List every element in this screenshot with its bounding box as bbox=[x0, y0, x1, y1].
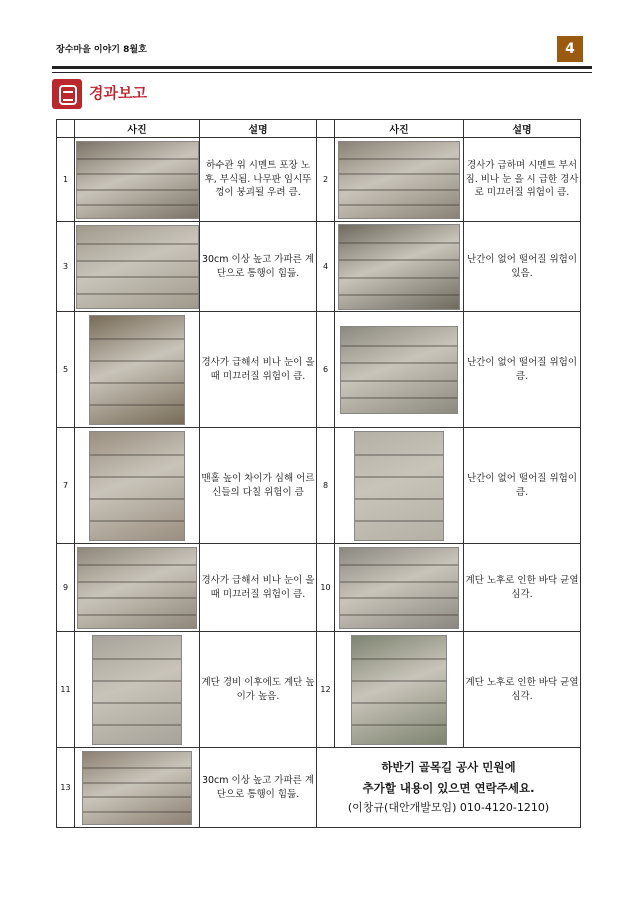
table-row bbox=[57, 748, 581, 828]
photo-texture bbox=[90, 360, 184, 362]
photo-cell bbox=[335, 544, 464, 632]
site-photo bbox=[76, 141, 199, 219]
photo-texture bbox=[93, 680, 181, 682]
photo-cell bbox=[335, 632, 464, 748]
photo-cell bbox=[75, 632, 200, 748]
description-cell: 경사가 급해서 비나 눈이 올 때 미끄러질 위험이 큼. bbox=[200, 544, 317, 632]
photo-texture bbox=[339, 242, 459, 244]
photo-texture bbox=[339, 277, 459, 279]
header-rule-thin bbox=[52, 72, 592, 73]
photo-texture bbox=[83, 767, 191, 769]
site-photo bbox=[89, 431, 185, 541]
row-number: 8 bbox=[317, 428, 335, 544]
table-row bbox=[57, 222, 581, 312]
row-number: 10 bbox=[317, 544, 335, 632]
site-photo bbox=[77, 547, 197, 629]
row-number: 6 bbox=[317, 312, 335, 428]
photo-texture bbox=[90, 382, 184, 384]
photo-texture bbox=[90, 498, 184, 500]
description-cell: 경사가 급해서 비나 눈이 올 때 미끄러질 위험이 큼. bbox=[200, 312, 317, 428]
column-header-photo: 사진 bbox=[75, 120, 200, 138]
column-header-description: 설명 bbox=[464, 120, 581, 138]
description-cell: 계단 노후로 인한 바닥 균열 심각. bbox=[464, 632, 581, 748]
photo-texture bbox=[341, 345, 457, 347]
photo-texture bbox=[90, 476, 184, 478]
photo-texture bbox=[77, 260, 198, 262]
site-photo bbox=[82, 751, 192, 825]
photo-texture bbox=[77, 173, 198, 175]
photo-texture bbox=[355, 476, 443, 478]
photo-texture bbox=[78, 564, 196, 566]
photo-texture bbox=[77, 276, 198, 278]
photo-texture bbox=[339, 259, 459, 261]
photo-cell bbox=[335, 312, 464, 428]
photo-texture bbox=[93, 658, 181, 660]
photo-texture bbox=[90, 404, 184, 406]
photo-texture bbox=[77, 293, 198, 295]
site-photo bbox=[76, 225, 199, 309]
photo-texture bbox=[83, 796, 191, 798]
photo-texture bbox=[355, 454, 443, 456]
column-header-photo: 사진 bbox=[335, 120, 464, 138]
row-number: 2 bbox=[317, 138, 335, 222]
site-photo bbox=[351, 635, 447, 745]
photo-texture bbox=[77, 204, 198, 206]
progress-report-table bbox=[56, 119, 581, 828]
photo-texture bbox=[83, 782, 191, 784]
site-photo bbox=[338, 141, 460, 219]
photo-texture bbox=[93, 724, 181, 726]
photo-cell bbox=[75, 544, 200, 632]
photo-texture bbox=[352, 658, 446, 660]
header-spacer bbox=[317, 120, 335, 138]
description-cell: 30cm 이상 높고 가파른 계단으로 통행이 힘듦. bbox=[200, 222, 317, 312]
table-row bbox=[57, 428, 581, 544]
row-number: 12 bbox=[317, 632, 335, 748]
description-cell: 경사가 급하며 시멘트 부서짐. 비나 눈 올 시 급한 경사로 미끄러질 위험이 큼. bbox=[464, 138, 581, 222]
photo-texture bbox=[341, 397, 457, 399]
photo-texture bbox=[340, 614, 458, 616]
photo-cell bbox=[75, 748, 200, 828]
photo-texture bbox=[355, 520, 443, 522]
table-row bbox=[57, 312, 581, 428]
photo-texture bbox=[340, 581, 458, 583]
photo-cell bbox=[335, 428, 464, 544]
photo-cell bbox=[75, 312, 200, 428]
photo-texture bbox=[339, 173, 459, 175]
photo-texture bbox=[340, 597, 458, 599]
row-number: 11 bbox=[57, 632, 75, 748]
description-cell: 난간이 없어 떨어질 위험이 있음. bbox=[464, 222, 581, 312]
description-cell: 난간이 없어 떨어질 위험이 큼. bbox=[464, 312, 581, 428]
photo-texture bbox=[341, 362, 457, 364]
section-title: 경과보고 bbox=[89, 84, 147, 102]
row-number: 1 bbox=[57, 138, 75, 222]
page-number-badge: 4 bbox=[557, 36, 583, 62]
header-rule-thick bbox=[52, 66, 592, 69]
site-photo bbox=[89, 315, 185, 425]
row-number: 13 bbox=[57, 748, 75, 828]
photo-cell bbox=[75, 428, 200, 544]
photo-texture bbox=[90, 338, 184, 340]
photo-texture bbox=[83, 811, 191, 813]
description-cell: 맨홀 높이 차이가 심해 어르신들의 다칠 위험이 큼 bbox=[200, 428, 317, 544]
photo-texture bbox=[77, 189, 198, 191]
description-cell: 30cm 이상 높고 가파른 계단으로 통행이 힘듦. bbox=[200, 748, 317, 828]
table-header-row bbox=[57, 120, 581, 138]
table-row bbox=[57, 632, 581, 748]
notice-contact: (이창규(대안개발모임) 010-4120-1210) bbox=[347, 801, 550, 815]
photo-texture bbox=[339, 189, 459, 191]
row-number: 9 bbox=[57, 544, 75, 632]
photo-texture bbox=[90, 454, 184, 456]
contact-notice bbox=[317, 748, 581, 828]
column-header-description: 설명 bbox=[200, 120, 317, 138]
photo-texture bbox=[339, 204, 459, 206]
site-photo bbox=[339, 547, 459, 629]
photo-texture bbox=[339, 158, 459, 160]
notice-line-2: 추가할 내용이 있으면 연락주세요. bbox=[362, 780, 535, 795]
site-photo bbox=[340, 326, 458, 414]
report-icon bbox=[52, 79, 82, 109]
site-photo bbox=[354, 431, 444, 541]
photo-cell bbox=[335, 222, 464, 312]
photo-texture bbox=[78, 597, 196, 599]
photo-texture bbox=[78, 614, 196, 616]
row-number: 5 bbox=[57, 312, 75, 428]
newsletter-title: 장수마을 이야기 8월호 bbox=[56, 45, 147, 55]
site-photo bbox=[338, 224, 460, 310]
photo-texture bbox=[352, 680, 446, 682]
photo-texture bbox=[340, 564, 458, 566]
photo-cell bbox=[75, 138, 200, 222]
row-number: 3 bbox=[57, 222, 75, 312]
description-cell: 하수관 위 시멘트 포장 노후, 부식됨. 나무판 임시뚜껑이 붕괴될 우려 큼. bbox=[200, 138, 317, 222]
description-cell: 계단 경비 이후에도 계단 높이가 높음. bbox=[200, 632, 317, 748]
row-number: 7 bbox=[57, 428, 75, 544]
description-cell: 계단 노후로 인한 바닥 균열 심각. bbox=[464, 544, 581, 632]
photo-cell bbox=[75, 222, 200, 312]
photo-texture bbox=[77, 243, 198, 245]
row-number: 4 bbox=[317, 222, 335, 312]
photo-texture bbox=[93, 702, 181, 704]
photo-texture bbox=[90, 520, 184, 522]
photo-texture bbox=[355, 498, 443, 500]
photo-texture bbox=[341, 380, 457, 382]
table-row bbox=[57, 544, 581, 632]
photo-texture bbox=[339, 294, 459, 296]
photo-texture bbox=[78, 581, 196, 583]
table-row bbox=[57, 138, 581, 222]
photo-cell bbox=[335, 138, 464, 222]
notice-line-1: 하반기 골목길 공사 민원에 bbox=[381, 759, 516, 774]
site-photo bbox=[92, 635, 182, 745]
header-spacer bbox=[57, 120, 75, 138]
photo-texture bbox=[352, 724, 446, 726]
photo-texture bbox=[77, 158, 198, 160]
photo-texture bbox=[352, 702, 446, 704]
description-cell: 난간이 없어 떨어질 위험이 큼. bbox=[464, 428, 581, 544]
